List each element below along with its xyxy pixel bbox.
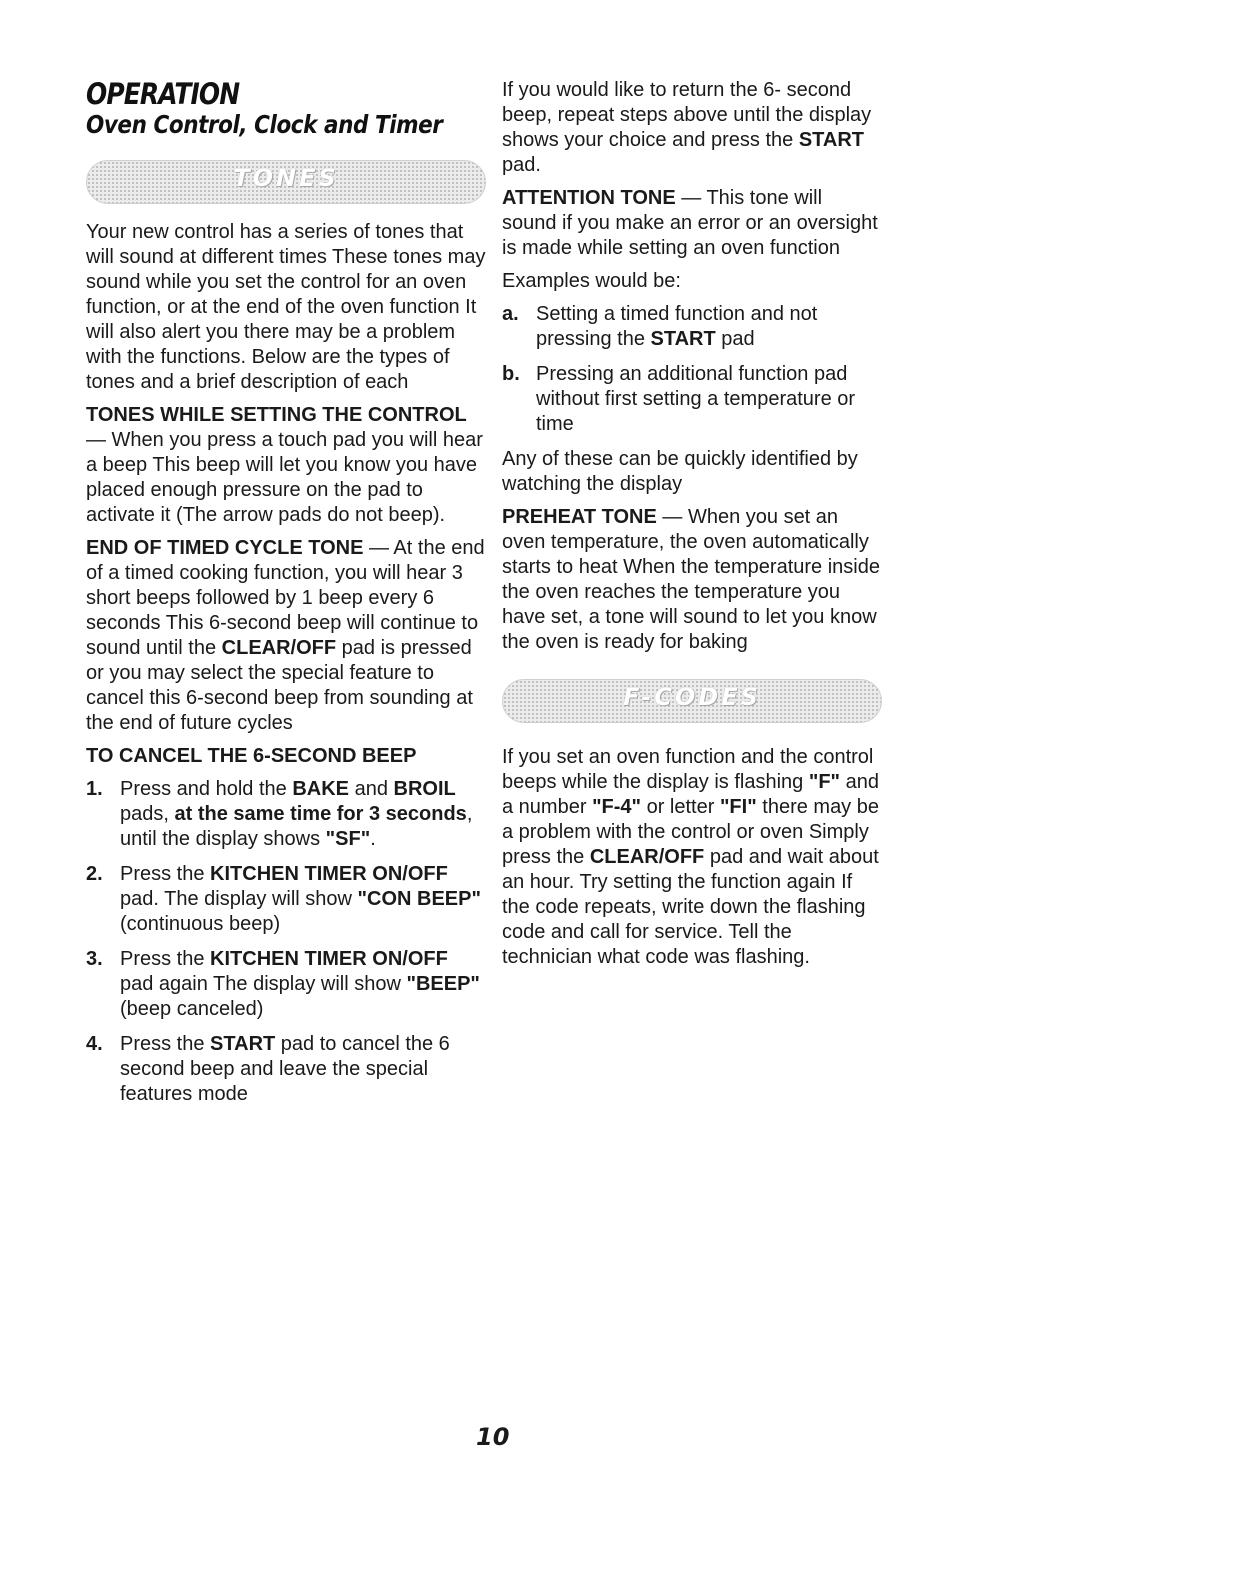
example-text: Setting a timed function and not pressing the: [536, 303, 818, 350]
tones-banner-label: TONES: [233, 164, 339, 192]
example-bold: START: [650, 328, 716, 350]
page-title: OPERATION: [86, 77, 240, 111]
tones-intro: Your new control has a series of tones that will sound at different times These tones may sound while you set the control for an oven function, or at the end of the oven function It will also alert you there may be a problem with the functions. Below are the types of tones and a brief description of each: [86, 221, 486, 393]
clear-off-label: CLEAR/OFF: [221, 637, 337, 659]
step-number: 2.: [86, 863, 103, 885]
left-column: [86, 78, 486, 1117]
examples-label: Examples would be:: [502, 270, 681, 292]
step-bold: BROIL: [393, 778, 456, 800]
step-text: (beep canceled): [120, 998, 264, 1020]
step-number: 1.: [86, 778, 103, 800]
example-letter: a.: [502, 303, 519, 325]
preheat-tone-heading: PREHEAT TONE: [502, 506, 657, 528]
return-beep-paragraph: [502, 78, 882, 178]
cancel-steps-list: [86, 777, 486, 1107]
fcodes-text: there may be a problem with the control or oven Simply press the: [502, 796, 879, 868]
step-text: pad to cancel the 6 second beep and leave the special features mode: [120, 1033, 450, 1105]
attention-tone-paragraph: [502, 186, 882, 261]
step-text: pad. The display will show: [120, 888, 358, 910]
step-text: , until the display shows: [120, 803, 473, 850]
end-tone-text: — At the end of a timed cooking function, you will hear 3 short beeps followed by 1 beep every 6 seconds This 6-second beep will continue to sound until the: [86, 537, 485, 659]
step-bold: START: [210, 1033, 276, 1055]
list-item: [86, 862, 486, 937]
list-item: [86, 1032, 486, 1107]
step-text: pads,: [120, 803, 175, 825]
step-text: Press the: [120, 1033, 211, 1055]
step-text: .: [370, 828, 376, 850]
fcodes-paragraph: [502, 745, 882, 970]
fcodes-banner-label: F-CODES: [623, 683, 761, 711]
setting-tone-text: — When you press a touch pad you will hear a beep This beep will let you know you have placed enough pressure on the pad to activate it (The arrow pads do not beep).: [86, 429, 483, 526]
step-bold: KITCHEN TIMER ON/OFF: [210, 948, 448, 970]
preheat-tone-text: — When you set an oven temperature, the oven automatically starts to heat When the temperature inside the oven reaches the temperature you have set, a tone will sound to let you know the oven is ready for baking: [502, 506, 880, 653]
example-text: pad: [715, 328, 755, 350]
fcodes-bold: "F": [808, 771, 841, 793]
example-text: Pressing an additional function pad without first setting a temperature or time: [536, 363, 856, 435]
step-text: Press the: [120, 863, 211, 885]
examples-list: [502, 302, 882, 437]
fcodes-text: pad and wait about an hour. Try setting the function again If the code repeats, write down the flashing code and call for service. Tell the technician what code was flashing.: [502, 846, 879, 968]
page-number: 10: [476, 1423, 510, 1451]
step-bold: KITCHEN TIMER ON/OFF: [210, 863, 448, 885]
step-text: pad again The display will show: [120, 973, 407, 995]
end-tone-text-2: pad is pressed or you may select the special feature to cancel this 6-second beep from sounding at the end of future cycles: [86, 637, 473, 734]
fcodes-banner: [502, 679, 882, 723]
step-bold: BAKE: [292, 778, 350, 800]
step-text: and: [349, 778, 394, 800]
fcodes-bold: "FI": [719, 796, 757, 818]
start-label: START: [798, 129, 865, 151]
preheat-tone-paragraph: [502, 505, 882, 655]
fcodes-text: If you set an oven function and the control beeps while the display is flashing: [502, 746, 874, 793]
list-item: [86, 947, 486, 1022]
end-tone-heading: END OF TIMED CYCLE TONE: [86, 537, 364, 559]
step-bold: "SF": [325, 828, 371, 850]
step-number: 4.: [86, 1033, 103, 1055]
fcodes-bold: CLEAR/OFF: [589, 846, 705, 868]
return-text-2: pad.: [502, 154, 541, 176]
step-text: (continuous beep): [120, 913, 281, 935]
page-subtitle: Oven Control, Clock and Timer: [86, 110, 443, 139]
identified-text: Any of these can be quickly identified by watching the display: [502, 448, 858, 495]
right-column: [502, 78, 882, 978]
attention-tone-text: — This tone will sound if you make an error or an oversight is made while setting an oven function: [502, 187, 878, 259]
setting-tone-heading: TONES WHILE SETTING THE CONTROL: [86, 404, 467, 426]
return-text: If you would like to return the 6- second beep, repeat steps above until the display shows your choice and press the: [502, 79, 872, 151]
fcodes-bold: "F-4": [592, 796, 642, 818]
example-letter: b.: [502, 363, 520, 385]
step-text: Press and hold the: [120, 778, 293, 800]
step-bold: at the same time for 3 seconds: [174, 803, 467, 825]
step-number: 3.: [86, 948, 103, 970]
step-bold: "BEEP": [406, 973, 480, 995]
list-item: [86, 777, 486, 852]
end-tone-paragraph: [86, 536, 486, 736]
fcodes-text: and a number: [502, 771, 879, 818]
cancel-beep-heading: TO CANCEL THE 6-SECOND BEEP: [86, 745, 417, 767]
step-text: Press the: [120, 948, 211, 970]
setting-tone-paragraph: [86, 403, 486, 528]
list-item: [502, 302, 882, 352]
list-item: [502, 362, 882, 437]
attention-tone-heading: ATTENTION TONE: [502, 187, 676, 209]
tones-banner: [86, 160, 486, 204]
fcodes-text: or letter: [641, 796, 720, 818]
step-bold: "CON BEEP": [357, 888, 481, 910]
